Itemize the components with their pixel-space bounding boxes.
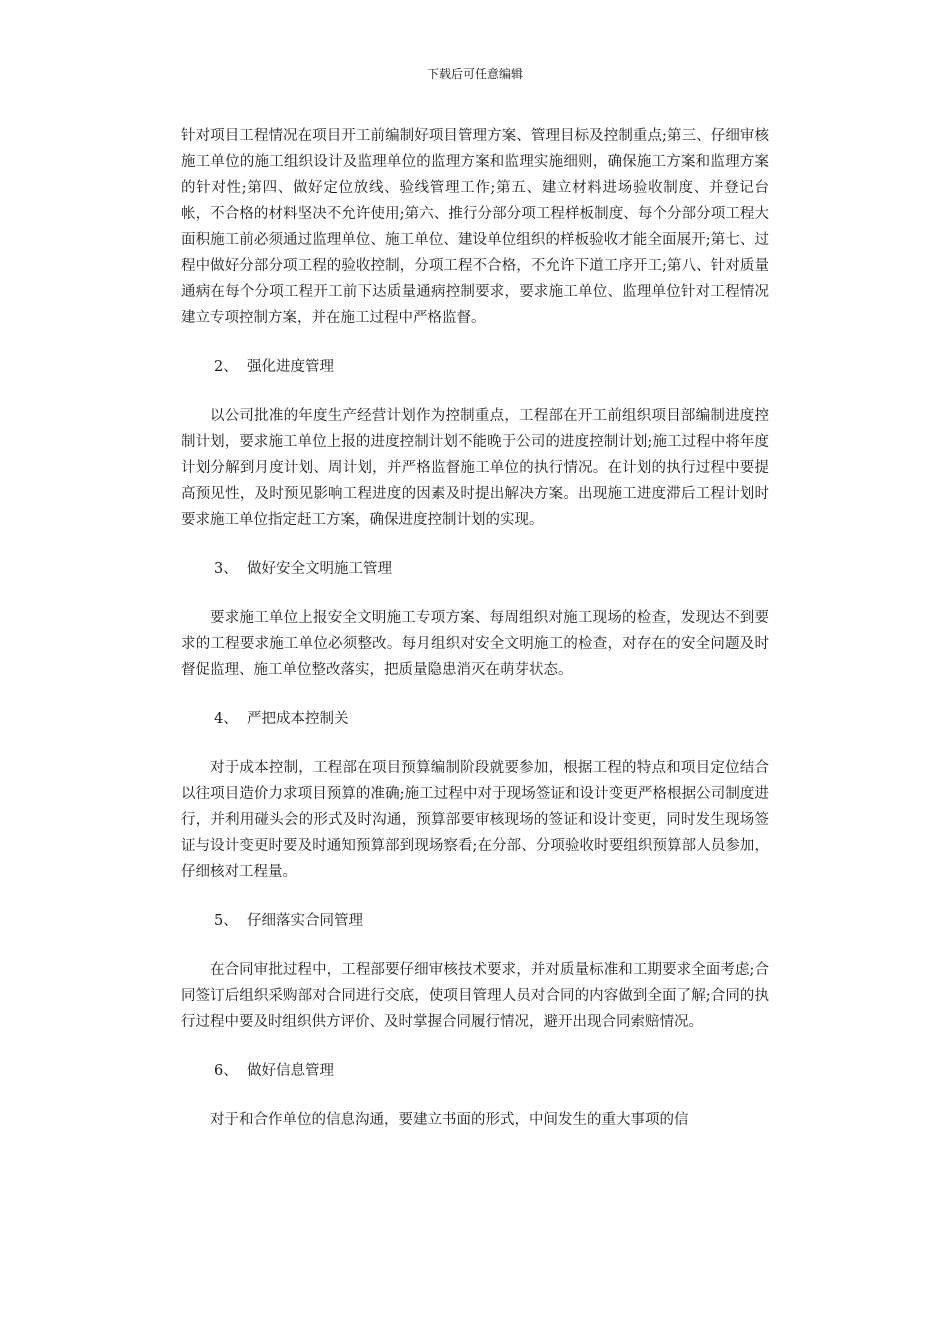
section-title: 仔细落实合同管理 — [247, 913, 363, 929]
section-title: 做好安全文明施工管理 — [247, 561, 392, 577]
section-number: 2、 — [214, 359, 238, 375]
section-number: 4、 — [214, 711, 238, 727]
paragraph-quality-control: 针对项目工程情况在项目开工前编制好项目管理方案、管理目标及控制重点;第三、仔细审核施工单位的施工组织设计及监理单位的监理方案和监理实施细则，确保施工方案和监理方案的针对性;第四、做好定位放线、验线管理工作;第五、建立材料进场验收制度、并登记台帐，不合格的材料坚决不允许使用;第六、推行分部分项工程样板制度、每个分部分项工程大面积施工前必须通过监理单位、施工单位、建设单位组织的样板验收才能全面展开;第七、过程中做好分部分项工程的验收控制，分项工程不合格，不允许下道工序开工;第八、针对质量通病在每个分项工程开工前下达质量通病控制要求，要求施工单位、监理单位针对工程情况建立专项控制方案，并在施工过程中严格监督。 — [181, 128, 769, 326]
page-header: 下载后可任意编辑 — [426, 67, 523, 81]
section-heading-information — [181, 1058, 769, 1084]
paragraph-information: 对于和合作单位的信息沟通，要建立书面的形式，中间发生的重大事项的信 — [210, 1112, 689, 1128]
section-heading-contract — [181, 908, 769, 934]
section-heading-cost — [181, 706, 769, 732]
section-number: 6、 — [214, 1063, 238, 1079]
document-body — [181, 123, 769, 1133]
section-heading-progress — [181, 354, 769, 380]
section-heading-safety — [181, 556, 769, 582]
section-title: 强化进度管理 — [247, 359, 334, 375]
paragraph-safety: 要求施工单位上报安全文明施工专项方案、每周组织对施工现场的检查，发现达不到要求的工程要求施工单位必须整改。每月组织对安全文明施工的检查，对存在的安全问题及时督促监理、施工单位整改落实，把质量隐患消灭在萌芽状态。 — [181, 610, 769, 678]
section-title: 做好信息管理 — [247, 1063, 334, 1079]
paragraph-cost: 对于成本控制，工程部在项目预算编制阶段就要参加，根据工程的特点和项目定位结合以往项目造价力求项目预算的准确;施工过程中对于现场签证和设计变更严格根据公司制度进行，并利用碰头会的形式及时沟通，预算部要审核现场的签证和设计变更，同时发生现场签证与设计变更时要及时通知预算部到现场察看;在分部、分项验收时要组织预算部人员参加，仔细核对工程量。 — [181, 760, 769, 880]
paragraph-contract: 在合同审批过程中，工程部要仔细审核技术要求，并对质量标准和工期要求全面考虑;合同签订后组织采购部对合同进行交底，使项目管理人员对合同的内容做到全面了解;合同的执行过程中要及时组织供方评价、及时掌握合同履行情况，避开出现合同索赔情况。 — [181, 962, 769, 1030]
paragraph-progress: 以公司批准的年度生产经营计划作为控制重点，工程部在开工前组织项目部编制进度控制计划，要求施工单位上报的进度控制计划不能晚于公司的进度控制计划;施工过程中将年度计划分解到月度计划、周计划，并严格监督施工单位的执行情况。在计划的执行过程中要提高预见性，及时预见影响工程进度的因素及时提出解决方案。出现施工进度滞后工程计划时要求施工单位指定赶工方案，确保进度控制计划的实现。 — [181, 408, 769, 528]
section-number: 5、 — [214, 913, 238, 929]
section-number: 3、 — [214, 561, 238, 577]
section-title: 严把成本控制关 — [247, 711, 349, 727]
